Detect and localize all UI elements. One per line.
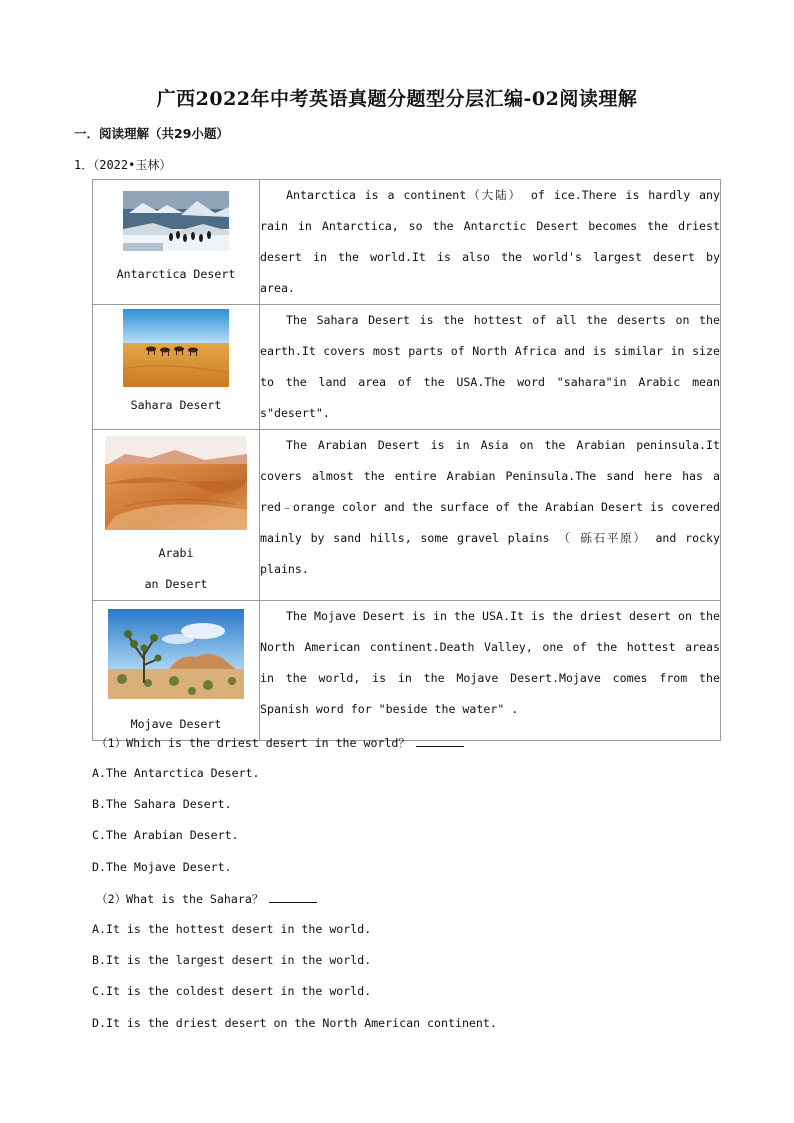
mojave-image: [108, 609, 244, 699]
desert-description: The Arabian Desert is in Asia on the Arabian peninsula.It covers almost the entire Arabian Peninsula.The sand here has a red﹣orange color and the surface of the Arabian Desert is covered mainly by sand hills, some gravel plains （ 砾石平原） and rocky plains.: [260, 438, 720, 576]
desert-caption: Sahara Desert: [130, 398, 222, 412]
answer-option: A.It is the hottest desert in the world.: [92, 922, 372, 936]
question-text: （2）What is the Sahara？: [96, 892, 264, 906]
description-cell: [260, 305, 721, 430]
image-cell: [93, 305, 260, 430]
antarctica-image: [123, 191, 229, 251]
desert-description: The Sahara Desert is the hottest of all the deserts on the earth.It covers most parts of North Africa and is similar in size to the land area of the USA.The word "sahara"in Arabic mean s"desert".: [260, 313, 720, 420]
arabian-image: [105, 436, 247, 530]
desert-caption: Arabi: [158, 546, 194, 560]
question-stem: [96, 891, 317, 907]
answer-option: D.It is the driest desert on the North American continent.: [92, 1016, 497, 1030]
table-row: [93, 601, 721, 741]
desert-caption: Mojave Desert: [130, 717, 222, 731]
table-row: [93, 430, 721, 601]
page-title: 广西2022年中考英语真题分题型分层汇编-02阅读理解: [156, 88, 638, 110]
description-cell: [260, 601, 721, 741]
desert-caption: Antarctica Desert: [116, 267, 236, 281]
answer-option: B.The Sahara Desert.: [92, 797, 232, 811]
sahara-image: [123, 309, 229, 387]
answer-blank: [416, 736, 464, 747]
answer-option: C.It is the coldest desert in the world.: [92, 984, 372, 998]
table-row: [93, 305, 721, 430]
question-stem: [96, 735, 464, 751]
section-heading: 一．阅读理解（共29小题）: [74, 126, 229, 141]
question-text: （1）Which is the driest desert in the world？: [96, 736, 410, 750]
answer-option: D.The Mojave Desert.: [92, 860, 232, 874]
description-cell: [260, 180, 721, 305]
desert-table: [92, 179, 721, 741]
description-cell: [260, 430, 721, 601]
answer-blank: [269, 892, 317, 903]
desert-description: Antarctica is a continent（大陆） of ice.There is hardly any rain in Antarctica, so the Antarctic Desert becomes the driest desert in the world.It is also the world's largest desert by area.: [260, 188, 720, 295]
desert-description: The Mojave Desert is in the USA.It is the driest desert on the North American continent.Death Valley, one of the hottest areas in the world, is in the Mojave Desert.Mojave comes from the Spanish word for "beside the water" .: [260, 609, 720, 716]
question-number: 1．（2022•玉林）: [74, 158, 172, 172]
answer-option: A.The Antarctica Desert.: [92, 766, 260, 780]
answer-option: C.The Arabian Desert.: [92, 828, 239, 842]
image-cell: [93, 430, 260, 601]
desert-caption: an Desert: [144, 577, 208, 591]
image-cell: [93, 180, 260, 305]
image-cell: [93, 601, 260, 741]
answer-option: B.It is the largest desert in the world.: [92, 953, 372, 967]
table-row: [93, 180, 721, 305]
